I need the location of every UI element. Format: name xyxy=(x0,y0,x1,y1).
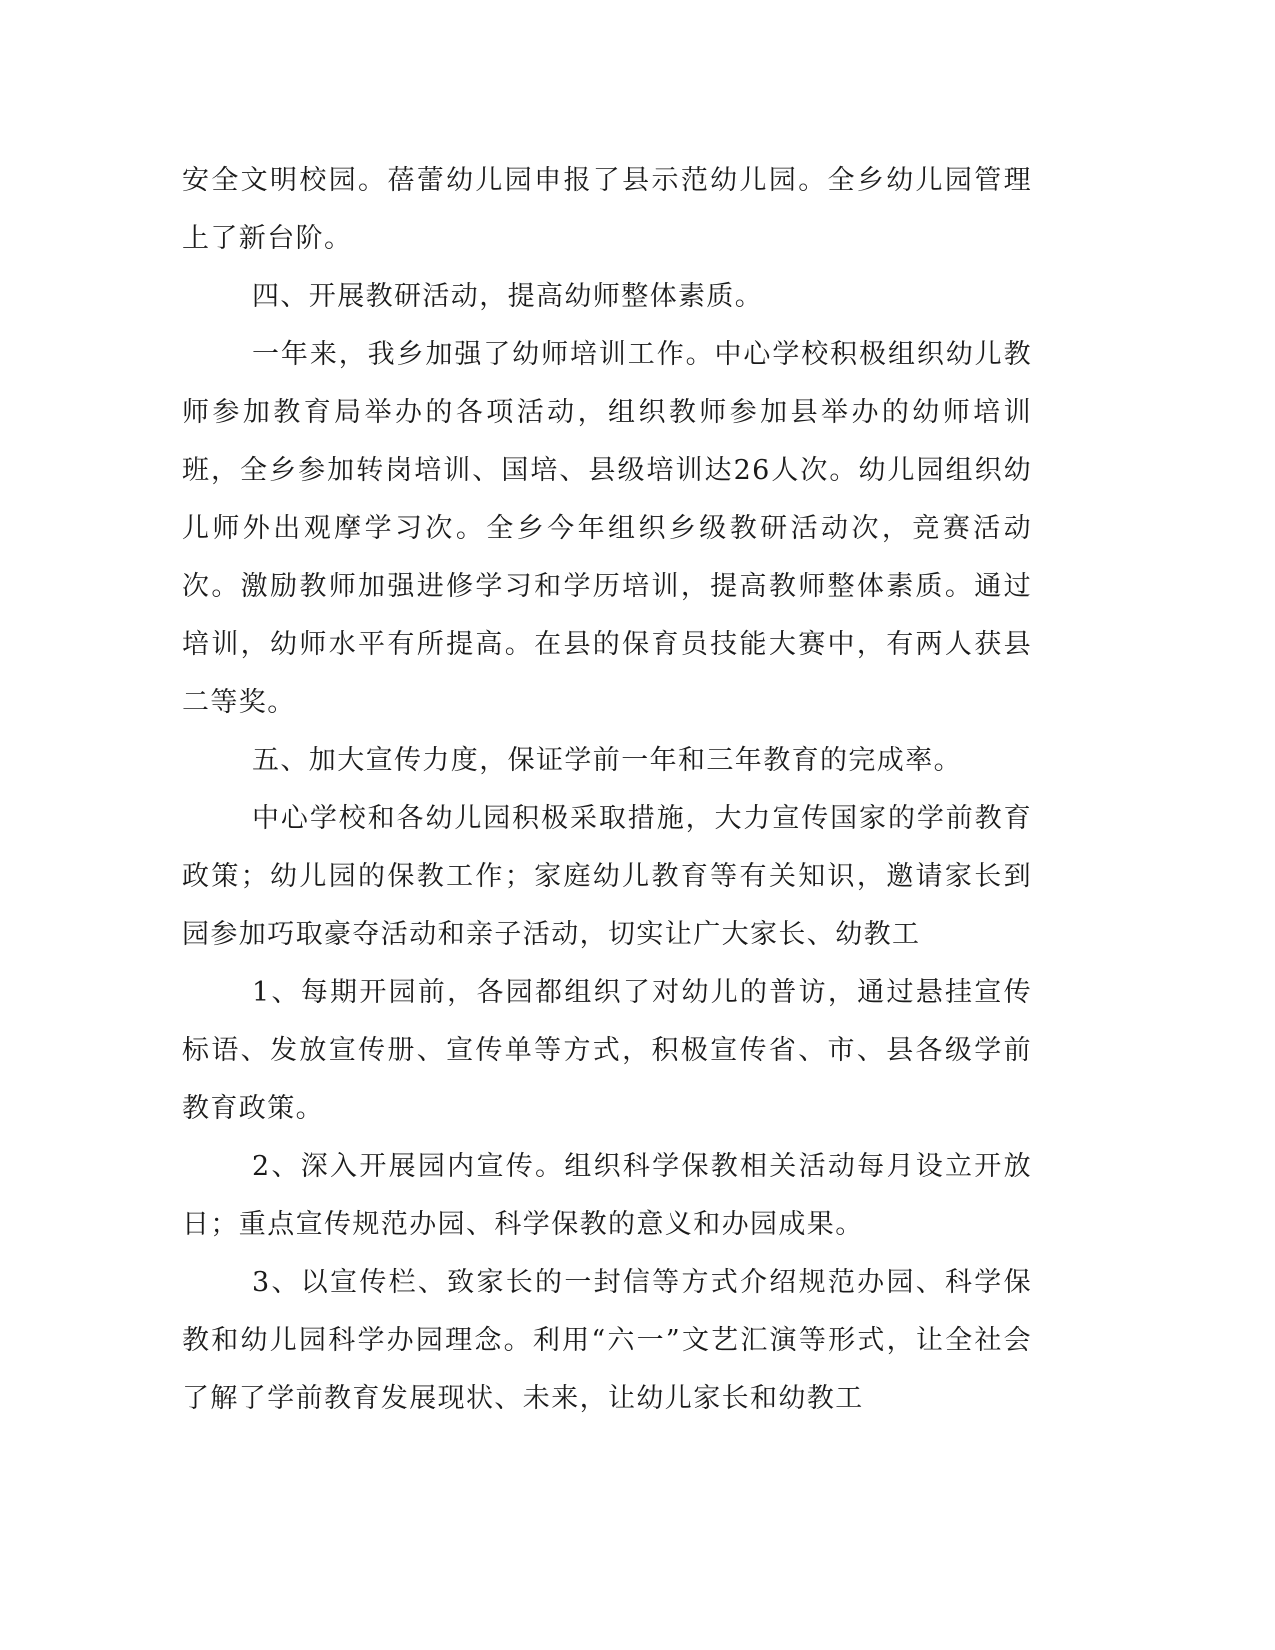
paragraph-continuation: 安全文明校园。蓓蕾幼儿园申报了县示范幼儿园。全乡幼儿园管理上了新台阶。 xyxy=(182,165,1032,254)
list-item-1: 1、每期开园前，各园都组织了对幼儿的普访，通过悬挂宣传标语、发放宣传册、宣传单等方式，积极宣传省、市、县各级学前教育政策。 xyxy=(182,977,1032,1124)
paragraph-teacher-training: 一年来，我乡加强了幼师培训工作。中心学校积极组织幼儿教师参加教育局举办的各项活动，组织教师参加县举办的幼师培训班，全乡参加转岗培训、国培、县级培训达26人次。幼儿园组织幼儿师外出观摩学习次。全乡今年组织乡级教研活动次，竞赛活动次。激励教师加强进修学习和学历培训，提高教师整体素质。通过培训，幼师水平有所提高。在县的保育员技能大赛中，有两人获县二等奖。 xyxy=(182,339,1032,718)
list-item-3: 3、以宣传栏、致家长的一封信等方式介绍规范办园、科学保教和幼儿园科学办园理念。利用“六一”文艺汇演等形式，让全社会了解了学前教育发展现状、未来，让幼儿家长和幼教工 xyxy=(182,1267,1032,1414)
document-body xyxy=(182,152,1032,1428)
section-heading-four: 四、开展教研活动，提高幼师整体素质。 xyxy=(252,281,764,312)
list-item-2: 2、深入开展园内宣传。组织科学保教相关活动每月设立开放日；重点宣传规范办园、科学保教的意义和办园成果。 xyxy=(182,1151,1032,1240)
paragraph-publicity: 中心学校和各幼儿园积极采取措施，大力宣传国家的学前教育政策；幼儿园的保教工作；家庭幼儿教育等有关知识，邀请家长到园参加巧取豪夺活动和亲子活动，切实让广大家长、幼教工 xyxy=(182,803,1032,950)
section-heading-five: 五、加大宣传力度，保证学前一年和三年教育的完成率。 xyxy=(252,745,962,776)
